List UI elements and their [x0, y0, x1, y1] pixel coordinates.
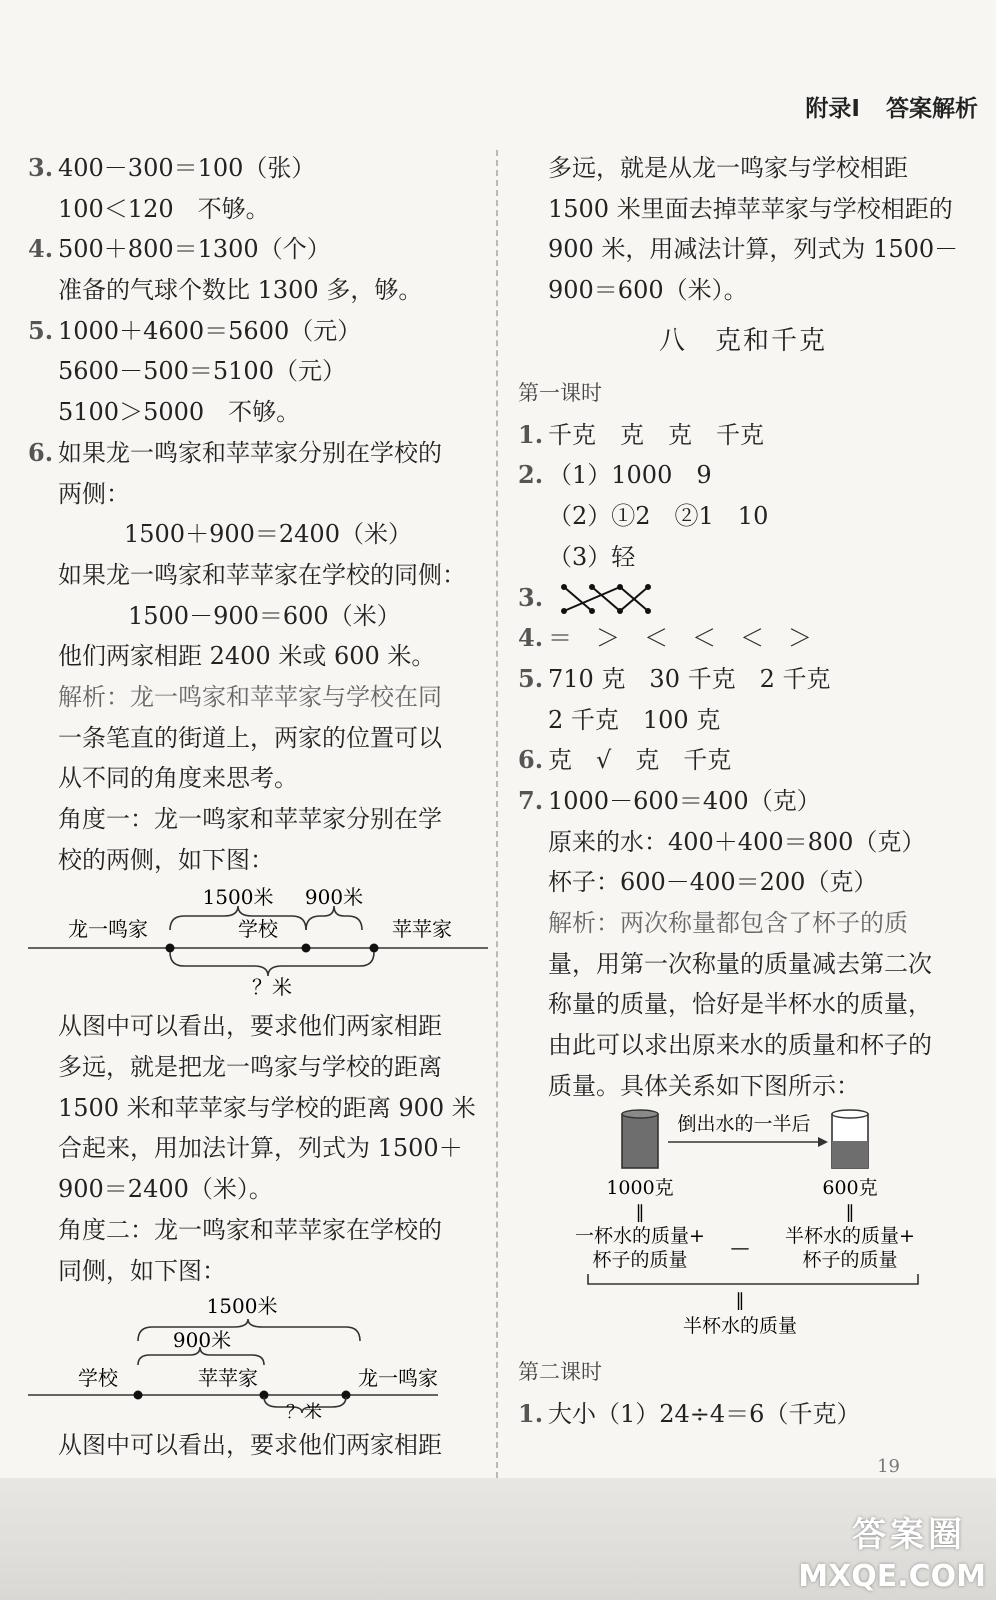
analysis-line: 解析：龙一鸣家和苹苹家与学校在同: [58, 682, 442, 711]
label-1500m: 1500米: [202, 885, 274, 910]
answer-line: 1500－900＝600（米）: [128, 601, 401, 630]
label-unknown: ？米: [252, 975, 292, 1000]
analysis-line: 一条笔直的街道上，两家的位置可以: [58, 723, 442, 752]
minus-sign: —: [730, 1237, 750, 1260]
answer-line: 2. （1）1000 9: [518, 460, 712, 490]
answer-line: 7. 1000－600＝400（克）: [518, 785, 821, 815]
appendix-label: 附录Ⅰ: [805, 96, 860, 122]
label-school: 学校: [78, 1366, 118, 1391]
distance-diagram-opposite-sides: [28, 880, 488, 1000]
label-long: 龙一鸣家: [358, 1366, 438, 1391]
answer-line: 6. 克 √ 克 千克: [518, 745, 732, 775]
analysis-line: 1500 米和苹苹家与学校的距离 900 米: [58, 1093, 476, 1122]
brace-1500: [138, 1319, 360, 1341]
column-divider: [496, 150, 498, 1478]
left-answers-3: [28, 1425, 488, 1466]
left-answers-2: [28, 1006, 488, 1291]
answer-line: 准备的气球个数比 1300 多，够。: [58, 276, 423, 305]
analysis-line: 质量。具体关系如下图所示：: [548, 1071, 860, 1100]
label-900m: 900米: [304, 885, 364, 910]
right-answers-2: [518, 415, 968, 1107]
analysis-line: 校的两侧，如下图：: [58, 845, 274, 874]
expr-half-cup: 半杯水的质量+: [785, 1225, 915, 1248]
analysis-line: 900 米，用减法计算，列式为 1500－: [548, 235, 959, 264]
answer-line: 100＜120 不够。: [58, 194, 270, 223]
analysis-line: 解析：两次称量都包含了杯子的质: [548, 909, 908, 937]
answer-line: 两侧：: [58, 479, 130, 508]
left-column: [28, 148, 488, 1466]
point-long: [166, 944, 175, 953]
analysis-line: 由此可以求出原来水的质量和杯子的: [548, 1031, 932, 1060]
answer-line: 5. 1000＋4600＝5600（元）: [28, 315, 362, 345]
answer-line: 1. 大小（1）24÷4＝6（千克）: [518, 1399, 861, 1429]
answer-line: 杯子：600－400＝200（克）: [548, 868, 878, 897]
answer-line: 1500＋900＝2400（米）: [124, 520, 412, 549]
answer-line: 6. 如果龙一鸣家和苹苹家分别在学校的: [28, 437, 442, 467]
answer-line: 如果龙一鸣家和苹苹家在学校的同侧：: [58, 560, 466, 589]
section-title: 八 克和千克: [658, 325, 827, 356]
expr-full-cup: 一杯水的质量+: [575, 1225, 705, 1248]
answer-line: 4. 500＋800＝1300（个）: [28, 234, 331, 264]
label-unknown: ？米: [286, 1402, 322, 1420]
analysis-line: 量，用第一次称量的质量减去第二次: [548, 949, 932, 978]
brace-total: [170, 952, 374, 976]
expr-full-cup-2: 杯子的质量: [592, 1249, 688, 1272]
result-label: 半杯水的质量: [682, 1315, 798, 1338]
answer-line: （3）轻: [548, 542, 636, 571]
watermark-logo: 答案圈: [852, 1515, 966, 1555]
analysis-line: 角度二：龙一鸣家和苹苹家在学校的: [58, 1215, 442, 1244]
full-cup-icon: [622, 1114, 658, 1168]
page-header: [805, 90, 996, 123]
analysis-line: 900＝600（米）。: [548, 276, 748, 305]
lesson-heading: 第一课时: [518, 380, 602, 405]
lesson-heading: 第二课时: [518, 1360, 602, 1385]
analysis-line: 合起来，用加法计算，列式为 1500＋: [58, 1134, 463, 1163]
label-school: 学校: [238, 917, 278, 942]
expr-half-cup-2: 杯子的质量: [802, 1249, 898, 1272]
label-ping: 苹苹家: [392, 917, 452, 942]
analysis-line: 900＝2400（米）。: [58, 1175, 273, 1204]
page-number: 19: [877, 1456, 900, 1477]
right-answers: [518, 148, 968, 311]
point-school: [134, 1391, 143, 1400]
brace-900: [306, 906, 362, 930]
distance-diagram-same-side: [28, 1291, 488, 1419]
matching-lines-diagram: [556, 579, 666, 619]
analysis-line: 从图中可以看出，要求他们两家相距: [58, 1012, 442, 1041]
right-column: [518, 148, 968, 1435]
answer-line: 3.: [518, 578, 968, 619]
analysis-line: 多远，就是从龙一鸣家与学校相距: [548, 154, 908, 182]
left-answers: [28, 148, 488, 880]
answer-line: 原来的水：400＋400＝800（克）: [548, 827, 926, 856]
label-ping: 苹苹家: [198, 1366, 258, 1391]
answer-line: 4. ＝ ＞ ＜ ＜ ＜ ＞: [518, 623, 812, 653]
analysis-line: 从图中可以看出，要求他们两家相距: [58, 1431, 442, 1460]
svg-text:‖: ‖: [735, 1290, 745, 1312]
label-1500m: 1500米: [206, 1294, 278, 1319]
answer-line: 5600－500＝5100（元）: [58, 357, 346, 386]
answer-line: 2 千克 100 克: [548, 705, 721, 734]
answer-line: 3. 400－300＝100（张）: [28, 153, 316, 182]
watermark-url: MXQE.COM: [798, 1559, 986, 1594]
point-ping: [370, 944, 379, 953]
header-title: 答案解析: [886, 96, 978, 122]
analysis-line: 同侧，如下图：: [58, 1256, 226, 1285]
analysis-line: 从不同的角度来思考。: [58, 764, 298, 793]
answer-line: 他们两家相距 2400 米或 600 米。: [58, 642, 436, 671]
weight-1000g: 1000克: [606, 1177, 674, 1200]
label-long: 龙一鸣家: [68, 917, 148, 942]
analysis-line: 1500 米里面去掉苹苹家与学校相距的: [548, 194, 953, 223]
arrow-label: 倒出水的一半后: [677, 1113, 811, 1136]
svg-text:‖: ‖: [845, 1202, 855, 1224]
brace-900: [138, 1347, 264, 1365]
answer-line: 1. 千克 克 克 千克: [518, 419, 764, 449]
result-brace: [588, 1274, 918, 1284]
analysis-line: 多远，就是把龙一鸣家与学校的距离: [58, 1053, 442, 1082]
label-900m: 900米: [172, 1328, 232, 1353]
point-school: [302, 944, 311, 953]
cup-weight-diagram: [518, 1106, 968, 1344]
svg-text:‖: ‖: [635, 1202, 645, 1224]
answer-line: 5100＞5000 不够。: [58, 398, 301, 427]
weight-600g: 600克: [822, 1177, 878, 1200]
answer-line: （2）①2 ②1 10: [548, 502, 769, 531]
answer-line: 5. 710 克 30 千克 2 千克: [518, 663, 831, 693]
analysis-line: 称量的质量，恰好是半杯水的质量，: [548, 990, 932, 1019]
analysis-line: 角度一：龙一鸣家和苹苹家分别在学: [58, 805, 442, 833]
